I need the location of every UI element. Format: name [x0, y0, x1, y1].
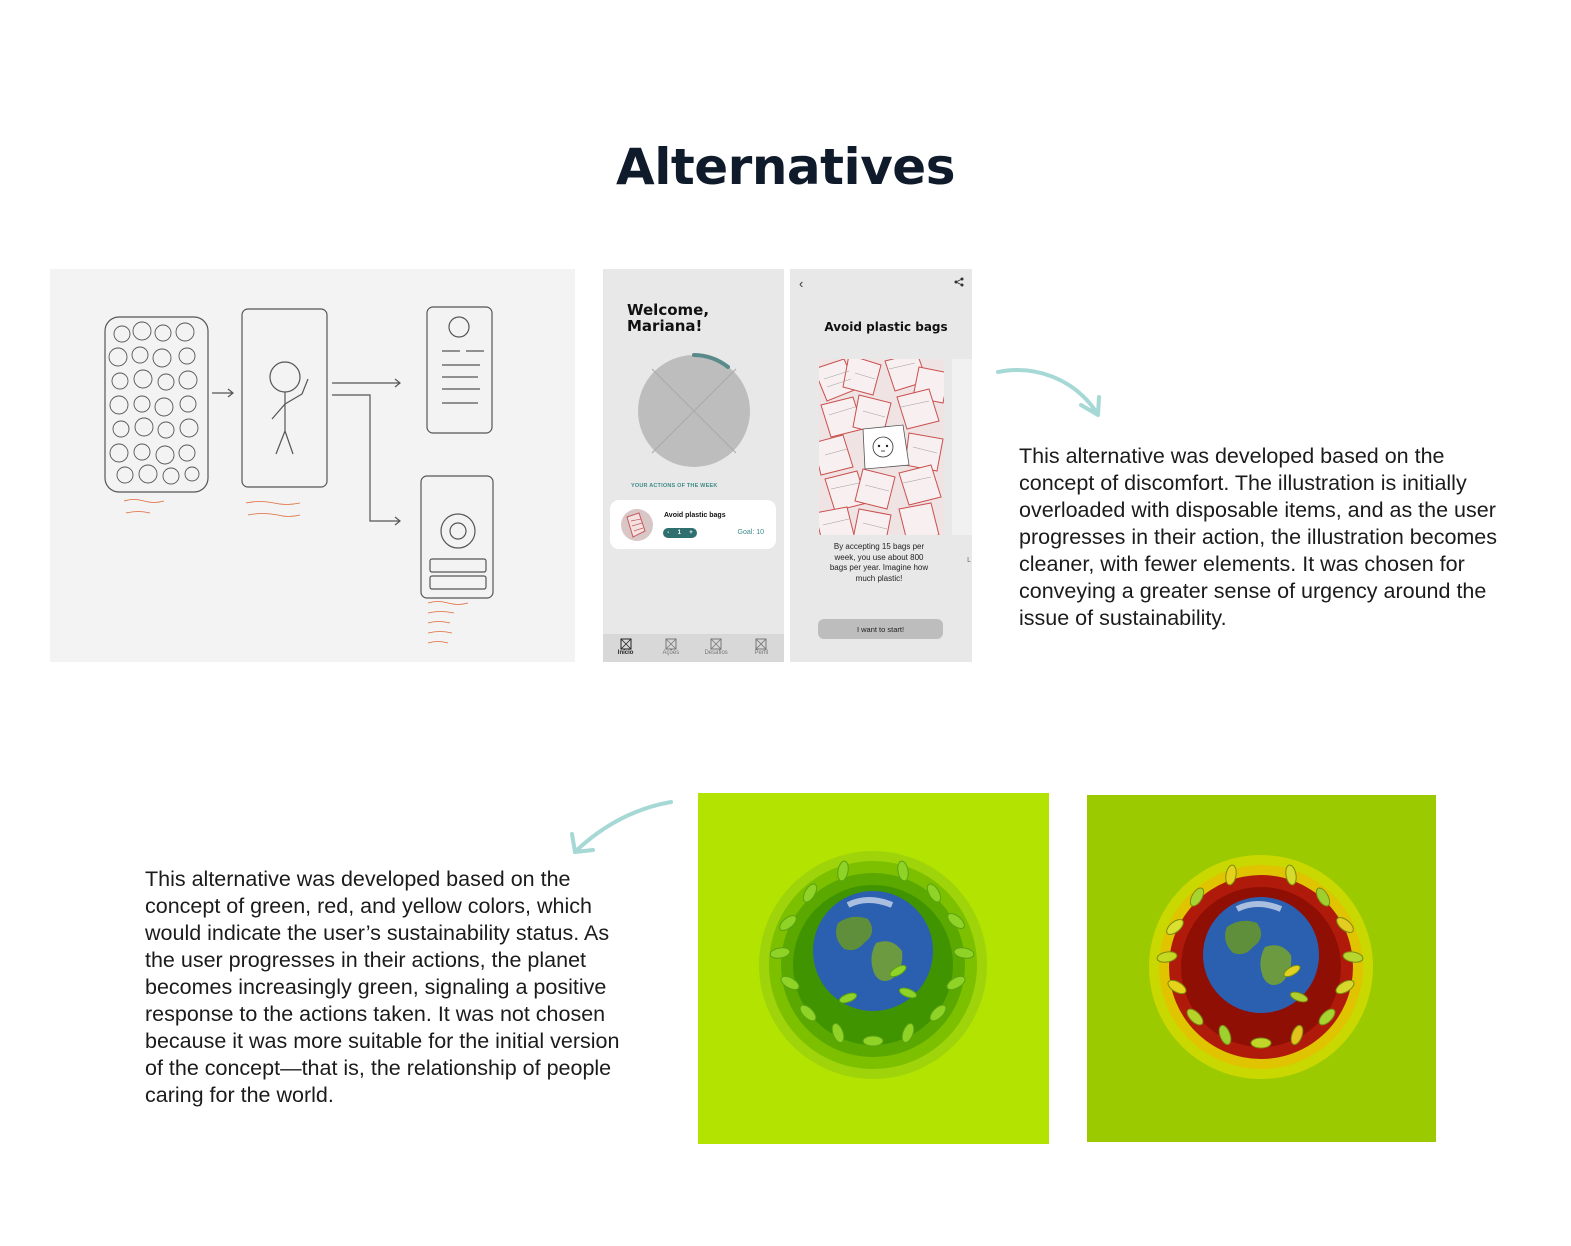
tab-label: Perfil — [754, 650, 769, 656]
back-chevron-icon[interactable]: ‹ — [799, 276, 804, 291]
placeholder-icon — [710, 638, 722, 650]
sketch-drawing — [50, 269, 575, 662]
tab-label: Desafios — [704, 650, 728, 656]
goal-label: Goal: 10 — [737, 529, 764, 536]
start-button[interactable]: I want to start! — [818, 619, 943, 639]
tab-label: Início — [617, 650, 634, 656]
action-name: Avoid plastic bags — [664, 512, 726, 519]
action-thumbnail — [621, 509, 653, 541]
stepper-minus-button[interactable]: - — [667, 530, 670, 536]
detail-screen-mockup — [790, 269, 972, 662]
tab-acoes[interactable] — [651, 638, 691, 656]
page-title: Alternatives — [616, 138, 955, 196]
stepper-plus-button[interactable]: + — [689, 530, 693, 536]
detail-title: Avoid plastic bags — [824, 320, 948, 334]
placeholder-icon — [620, 638, 632, 650]
placeholder-icon — [665, 638, 677, 650]
detail-description: By accepting 15 bags per week, you use about 800 bags per year. Imagine how much plastic! — [829, 542, 929, 583]
discomfort-description: This alternative was developed based on the concept of discomfort. The illustration is initially overloaded with disposable items, and as the user progresses in their action, the illustration becomes cleaner, with fewer elements. It was chosen for conveying a greater sense of urgency around the issue of sustainability. — [1019, 444, 1498, 630]
colors-description: This alternative was developed based on the concept of green, red, and yellow colors, which would indicate the user’s sustainability status. As the user progresses in their actions, the planet becomes increasingly green, signaling a positive response to the actions taken. It was not chosen because it was more suitable for the initial version of the concept—that is, the relationship of people caring for the world. — [145, 867, 620, 1107]
actions-section-label: YOUR ACTIONS OF THE WEEK — [631, 483, 718, 489]
next-card-peek — [952, 359, 972, 535]
status-planet-illustration — [1087, 795, 1436, 1142]
welcome-heading: Welcome, Mariana! — [627, 301, 710, 335]
tab-inicio[interactable] — [606, 638, 646, 656]
curved-arrow-icon — [993, 365, 1108, 425]
tab-desafios[interactable] — [696, 638, 736, 656]
share-icon[interactable] — [954, 277, 964, 287]
home-screen-mockup — [603, 269, 784, 662]
curved-arrow-icon — [565, 796, 680, 858]
wireframe-sketch — [50, 269, 575, 662]
tab-label: Ações — [662, 650, 680, 656]
progress-ring — [632, 349, 756, 473]
stepper-value: 1 — [677, 530, 681, 536]
placeholder-icon — [755, 638, 767, 650]
plastic-bags-illustration — [819, 359, 944, 535]
bottom-tab-bar — [603, 634, 784, 662]
action-card[interactable] — [610, 500, 776, 549]
quantity-stepper[interactable] — [663, 528, 697, 538]
green-planet-illustration — [698, 793, 1049, 1144]
tab-perfil[interactable] — [741, 638, 781, 656]
peek-letter: L — [967, 557, 971, 564]
